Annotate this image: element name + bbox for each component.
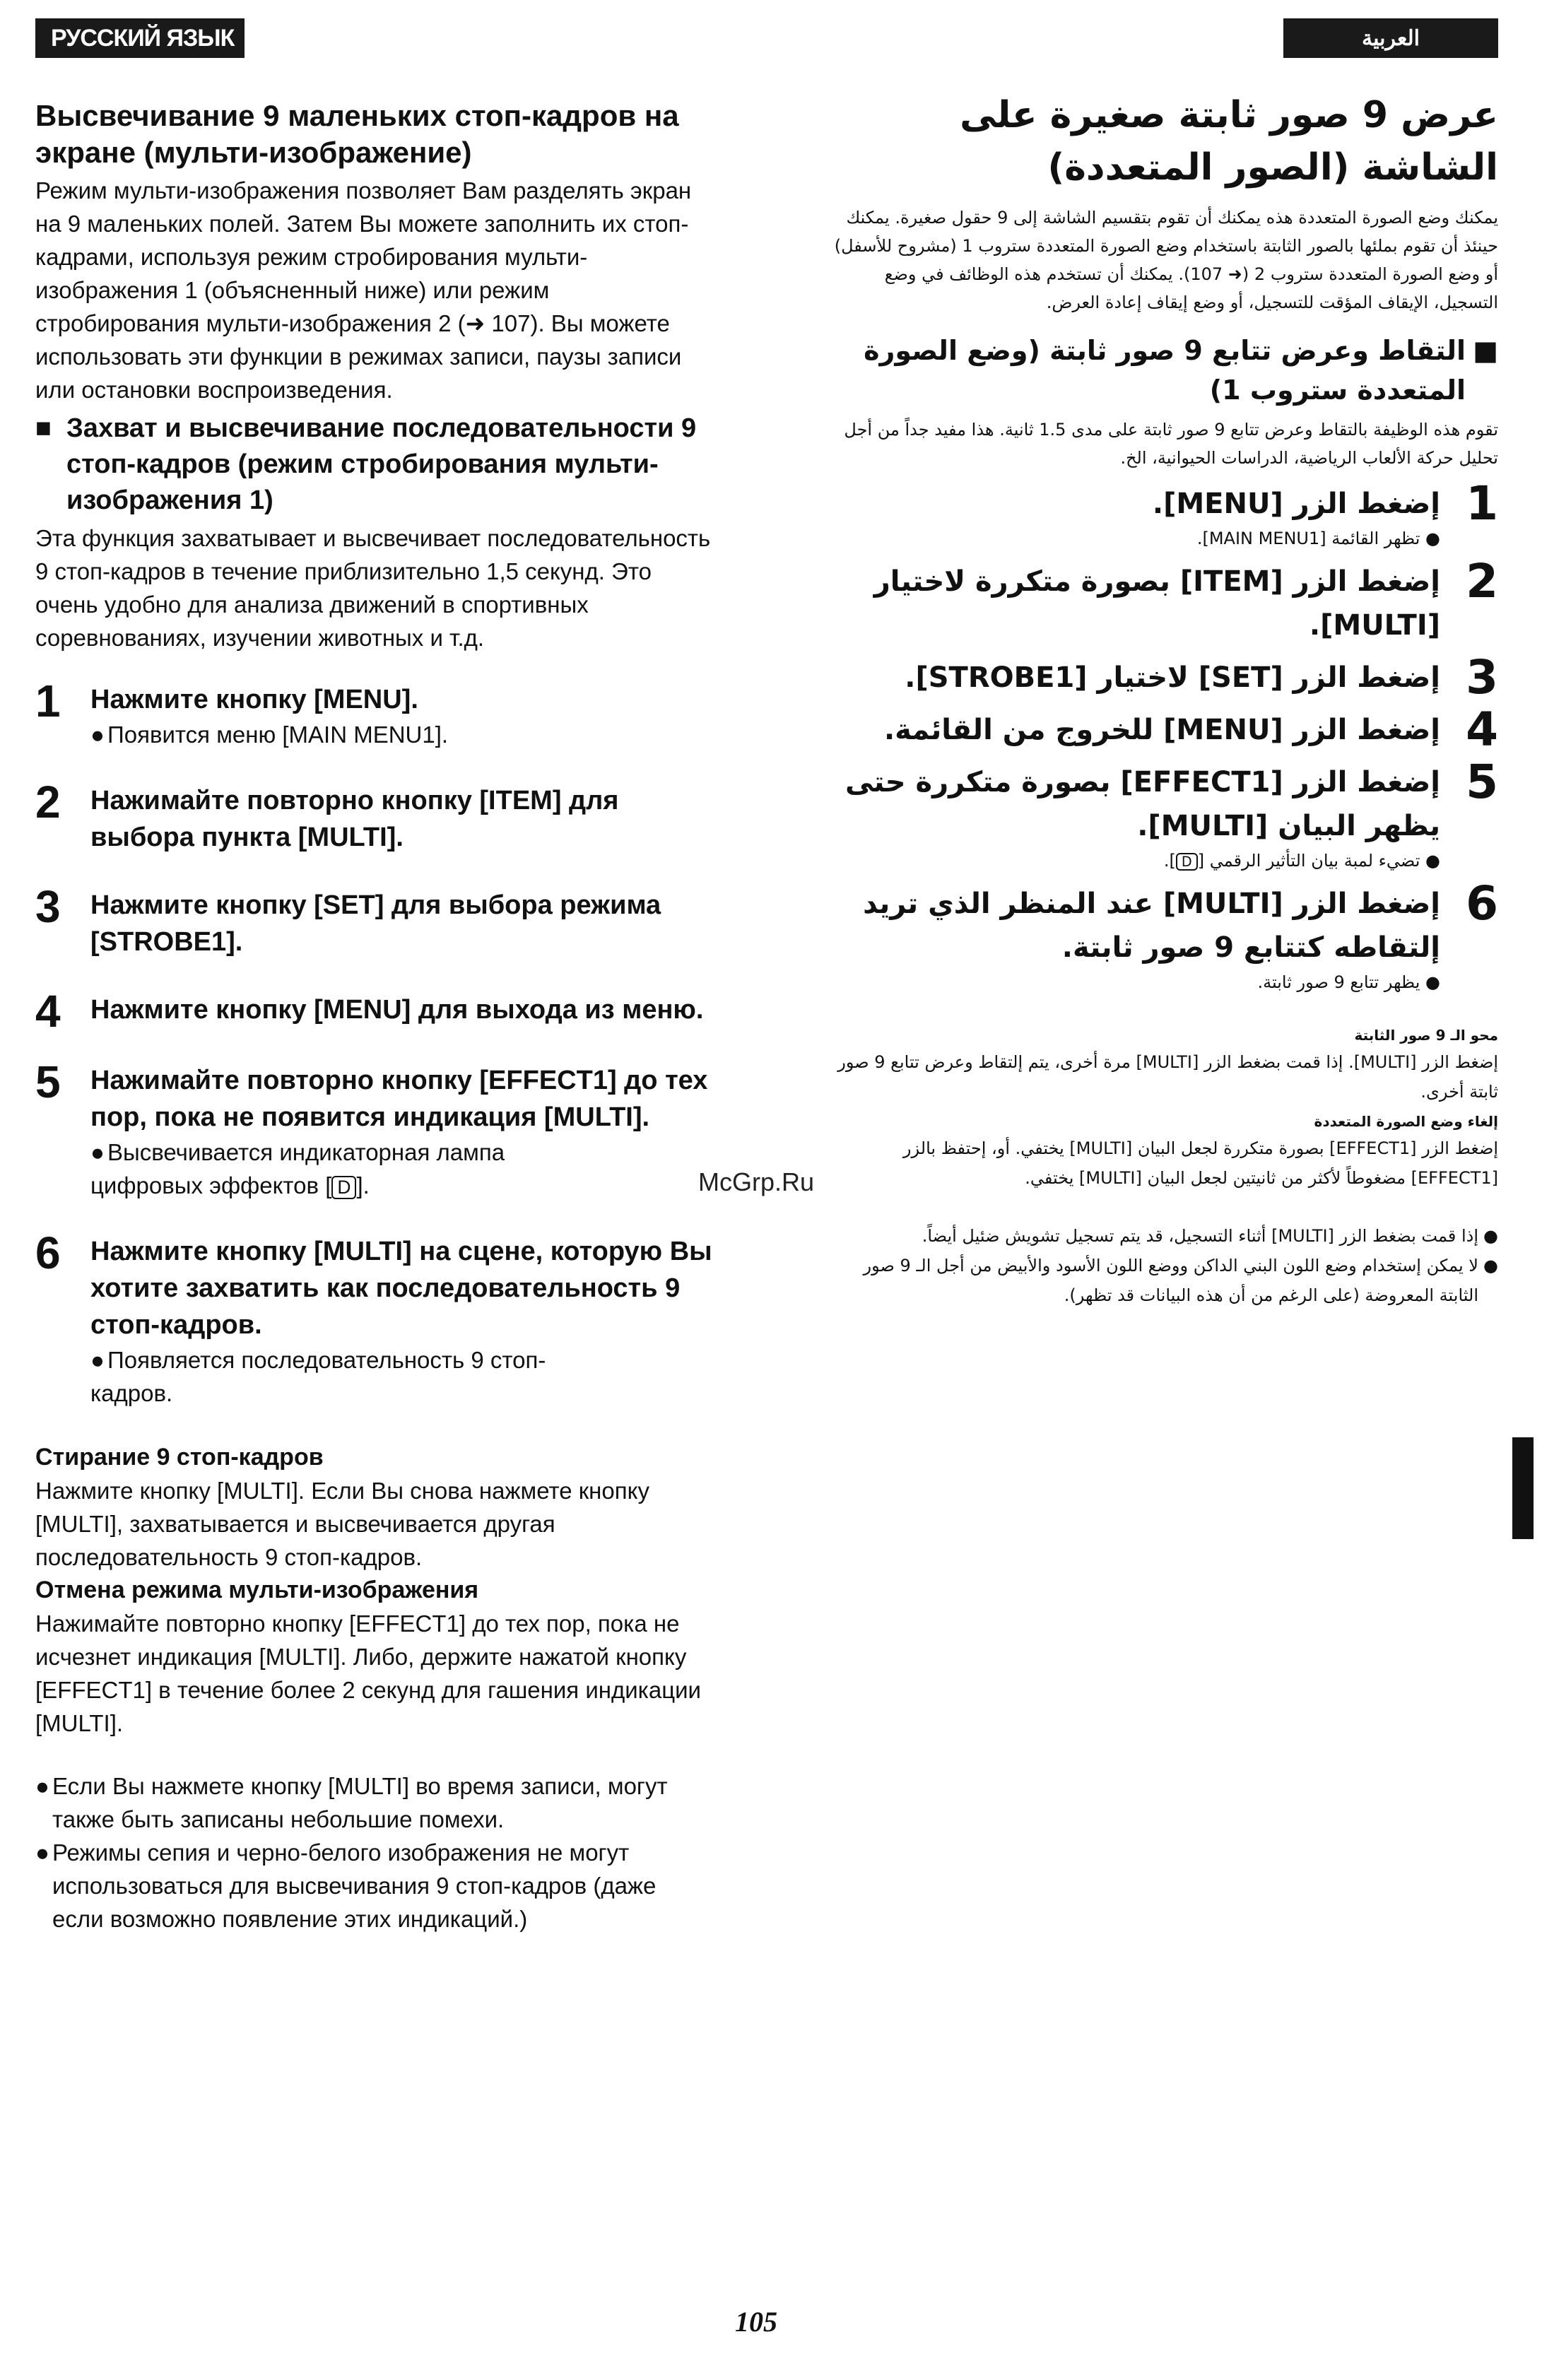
ru-note-item: ● Режимы сепия и черно-белого изображения не могут использоваться для высвечивания 9 стоп-кадров (даже если возможно появление этих индикаций.) [35, 1839, 657, 1932]
ar-cancel-text: إضغط الزر [EFFECT1] بصورة متكررة لجعل البيان [MULTI] يختفي. أو، إحتفظ بالزر [EFFECT1] مضغوطاً لأكثر من ثانيتين لجعل البيان [MULTI] يختفي. [902, 1138, 1498, 1188]
ar-step-6 [827, 876, 1498, 995]
square-bullet-icon: ■ [35, 413, 52, 443]
ar-intro-text: يمكنك وضع الصورة المتعددة هذه يمكنك أن تقوم بتقسيم الشاشة إلى 9 حقول صغيرة. يمكنك حينئذ أن تقوم بملئها بالصور الثابتة باستخدام وضع الصورة المتعددة ستروب 1 (مشروح للأسفل) أو وضع الصورة المتعددة ستروب 2 (➜ 107). يمكنك أن تستخدم هذه الوظائف في وضع التسجيل، الإيقاف المؤقت للتسجيل، أو وضع إيقاف إعادة العرض. [834, 208, 1498, 312]
ru-cancel-text: Нажимайте повторно кнопку [EFFECT1] до тех пор, пока не исчезнет индикация [MULTI]. Либо, держите нажатой кнопку [EFFECT1] в течение более 2 секунд для гашения индикации [MULTI]. [35, 1610, 701, 1736]
step-title: إضغط الزر [ITEM] بصورة متكررة لاختيار [MULTI]. [873, 565, 1440, 642]
section-marker-bar [1512, 1437, 1534, 1539]
step-title: Нажимайте повторно кнопку [ITEM] для выбора пункта [MULTI]. [90, 786, 619, 852]
step-note-continued: кадров. [90, 1380, 173, 1406]
ar-subheading-text: التقاط وعرض تتابع 9 صور ثابتة (وضع الصورة المتعددة ستروب 1) [864, 335, 1466, 406]
step-title: إضغط الزر [EFFECT1] بصورة متكررة حتى يظهر البيان [MULTI]. [844, 766, 1440, 842]
step-note: ● يظهر تتابع 9 صور ثابتة. [1257, 972, 1440, 992]
ar-step-5 [827, 755, 1498, 873]
ru-notes-list [35, 1769, 714, 1936]
digital-effect-icon: D [331, 1176, 356, 1199]
square-bullet-icon: ■ [1473, 335, 1498, 366]
ru-subheading-text: Захват и высвечивание последовательности 9 стоп-кадров (режим стробирования мульти-изображения 1) [66, 413, 697, 515]
ru-erase-text: Нажмите кнопку [MULTI]. Если Вы снова нажмете кнопку [MULTI], захватывается и высвечивается другая последовательность 9 стоп-кадров. [35, 1478, 649, 1570]
step-title: إضغط الزر [MENU]. [1152, 488, 1440, 520]
step-title: Нажмите кнопку [SET] для выбора режима [STROBE1]. [90, 890, 661, 957]
watermark-text: McGrp.Ru [698, 1167, 815, 1196]
ru-step-4 [35, 986, 714, 1037]
step-number: 5 [1466, 755, 1498, 809]
ru-step-6 [35, 1227, 714, 1410]
ru-steps-list [35, 676, 714, 1410]
ar-erase-text: إضغط الزر [MULTI]. إذا قمت بضغط الزر [MULTI] مرة أخرى، يتم إلتقاط وعرض تتابع 9 صور ثابتة أخرى. [837, 1052, 1498, 1102]
ru-sub-text: Эта функция захватывает и высвечивает последовательность 9 стоп-кадров в течение приблизительно 1,5 секунд. Это очень удобно для анализа движений в спортивных соревнованиях, изучении животных и т.д. [35, 525, 711, 651]
step-number: 2 [35, 777, 61, 827]
ar-sub-text: تقوم هذه الوظيفة بالتقاط وعرض تتابع 9 صور ثابتة على مدى 1.5 ثانية. هذا مفيد جداً من أجل تحليل حركة الألعاب الرياضية، الدراسات الحيوانية، الخ. [844, 420, 1498, 468]
ar-step-1 [827, 476, 1498, 551]
ru-step-1 [35, 676, 714, 751]
russian-column [35, 98, 714, 1936]
step-note: ● Появляется последовательность 9 стоп- [90, 1347, 546, 1373]
step-title: Нажмите кнопку [MULTI] на сцене, которую Вы хотите захватить как последовательность 9 стоп-кадров. [90, 1237, 712, 1340]
ru-page-title: Высвечивание 9 маленьких стоп-кадров на экране (мульти-изображение) [35, 99, 679, 169]
step-note: ● تظهر القائمة [MAIN MENU1]. [1196, 529, 1440, 548]
language-tag-arabic: العربية [1283, 18, 1498, 58]
page-number: 105 [735, 2306, 777, 2338]
ar-erase-heading: محو الـ 9 صور الثابتة [1354, 1027, 1498, 1044]
step-number: 1 [35, 676, 61, 726]
ru-subheading [35, 411, 714, 519]
ar-cancel-heading: إلغاء وضع الصورة المتعددة [1314, 1113, 1498, 1130]
ar-note-item: ● إذا قمت بضغط الزر [MULTI] أثناء التسجيل، قد يتم تسجيل تشويش ضئيل أيضاً. [922, 1226, 1498, 1246]
step-title: إضغط الزر [MULTI] عند المنظر الذي تريد إلتقاطه كتتابع 9 صور ثابتة. [863, 888, 1440, 964]
arabic-column [827, 89, 1498, 1310]
step-note: ● Высвечивается индикаторная лампа [90, 1139, 505, 1165]
step-title: Нажмите кнопку [MENU]. [90, 685, 418, 714]
step-number: 4 [1466, 702, 1498, 757]
ru-cancel-heading: Отмена режима мульти-изображения [35, 1577, 479, 1603]
ru-step-5 [35, 1056, 714, 1202]
step-note: ● تضيء لمبة بيان التأثير الرقمي [D]. [1163, 851, 1440, 871]
step-title: Нажмите кнопку [MENU] для выхода из меню. [90, 995, 704, 1025]
ru-erase-heading: Стирание 9 стоп-кадров [35, 1444, 324, 1471]
step-note: ● Появится меню [MAIN MENU1]. [90, 721, 449, 748]
ar-step-3 [827, 650, 1498, 705]
step-number: 3 [1466, 650, 1498, 705]
step-number: 2 [1466, 554, 1498, 608]
language-tag-russian: РУССКИЙ ЯЗЫК [35, 18, 245, 58]
step-title: Нажимайте повторно кнопку [EFFECT1] до тех пор, пока не появится индикация [MULTI]. [90, 1066, 708, 1132]
digital-effect-icon: D [1176, 853, 1198, 871]
step-number: 5 [35, 1056, 61, 1107]
step-number: 4 [35, 986, 61, 1037]
ar-subheading [827, 331, 1498, 410]
ar-step-4 [827, 702, 1498, 757]
ar-notes-list [827, 1221, 1498, 1310]
step-note-continued: цифровых эффектов [ D ]. [90, 1172, 370, 1198]
ru-intro-text: Режим мульти-изображения позволяет Вам разделять экран на 9 маленьких полей. Затем Вы можете заполнить их стоп-кадрами, используя режим стробирования мульти-изображения 1 (объясненный ниже) или режим стробирования мульти-изображения 2 (➜ 107). Вы можете использовать эти функции в режимах записи, паузы записи или остановки воспроизведения. [35, 177, 692, 403]
step-number: 3 [35, 881, 61, 932]
step-number: 6 [1466, 876, 1498, 931]
ar-step-2 [827, 554, 1498, 647]
ar-steps-list [827, 476, 1498, 995]
ar-note-item: ● لا يمكن إستخدام وضع اللون البني الداكن ووضع اللون الأسود والأبيض من أجل الـ 9 صور الثابتة المعروضة (على الرغم من أن هذه البيانات قد تظهر). [863, 1256, 1498, 1305]
step-title: إضغط الزر [SET] لاختيار [STROBE1]. [905, 661, 1440, 694]
step-title: إضغط الزر [MENU] للخروج من القائمة. [883, 714, 1440, 746]
ar-page-title: عرض 9 صور ثابتة صغيرة على الشاشة (الصور المتعددة) [960, 94, 1498, 189]
step-number: 6 [35, 1227, 61, 1278]
ru-note-item: ● Если Вы нажмете кнопку [MULTI] во время записи, могут также быть записаны небольшие помехи. [35, 1773, 668, 1832]
step-number: 1 [1466, 476, 1498, 531]
ru-step-3 [35, 881, 714, 960]
ru-step-2 [35, 777, 714, 856]
